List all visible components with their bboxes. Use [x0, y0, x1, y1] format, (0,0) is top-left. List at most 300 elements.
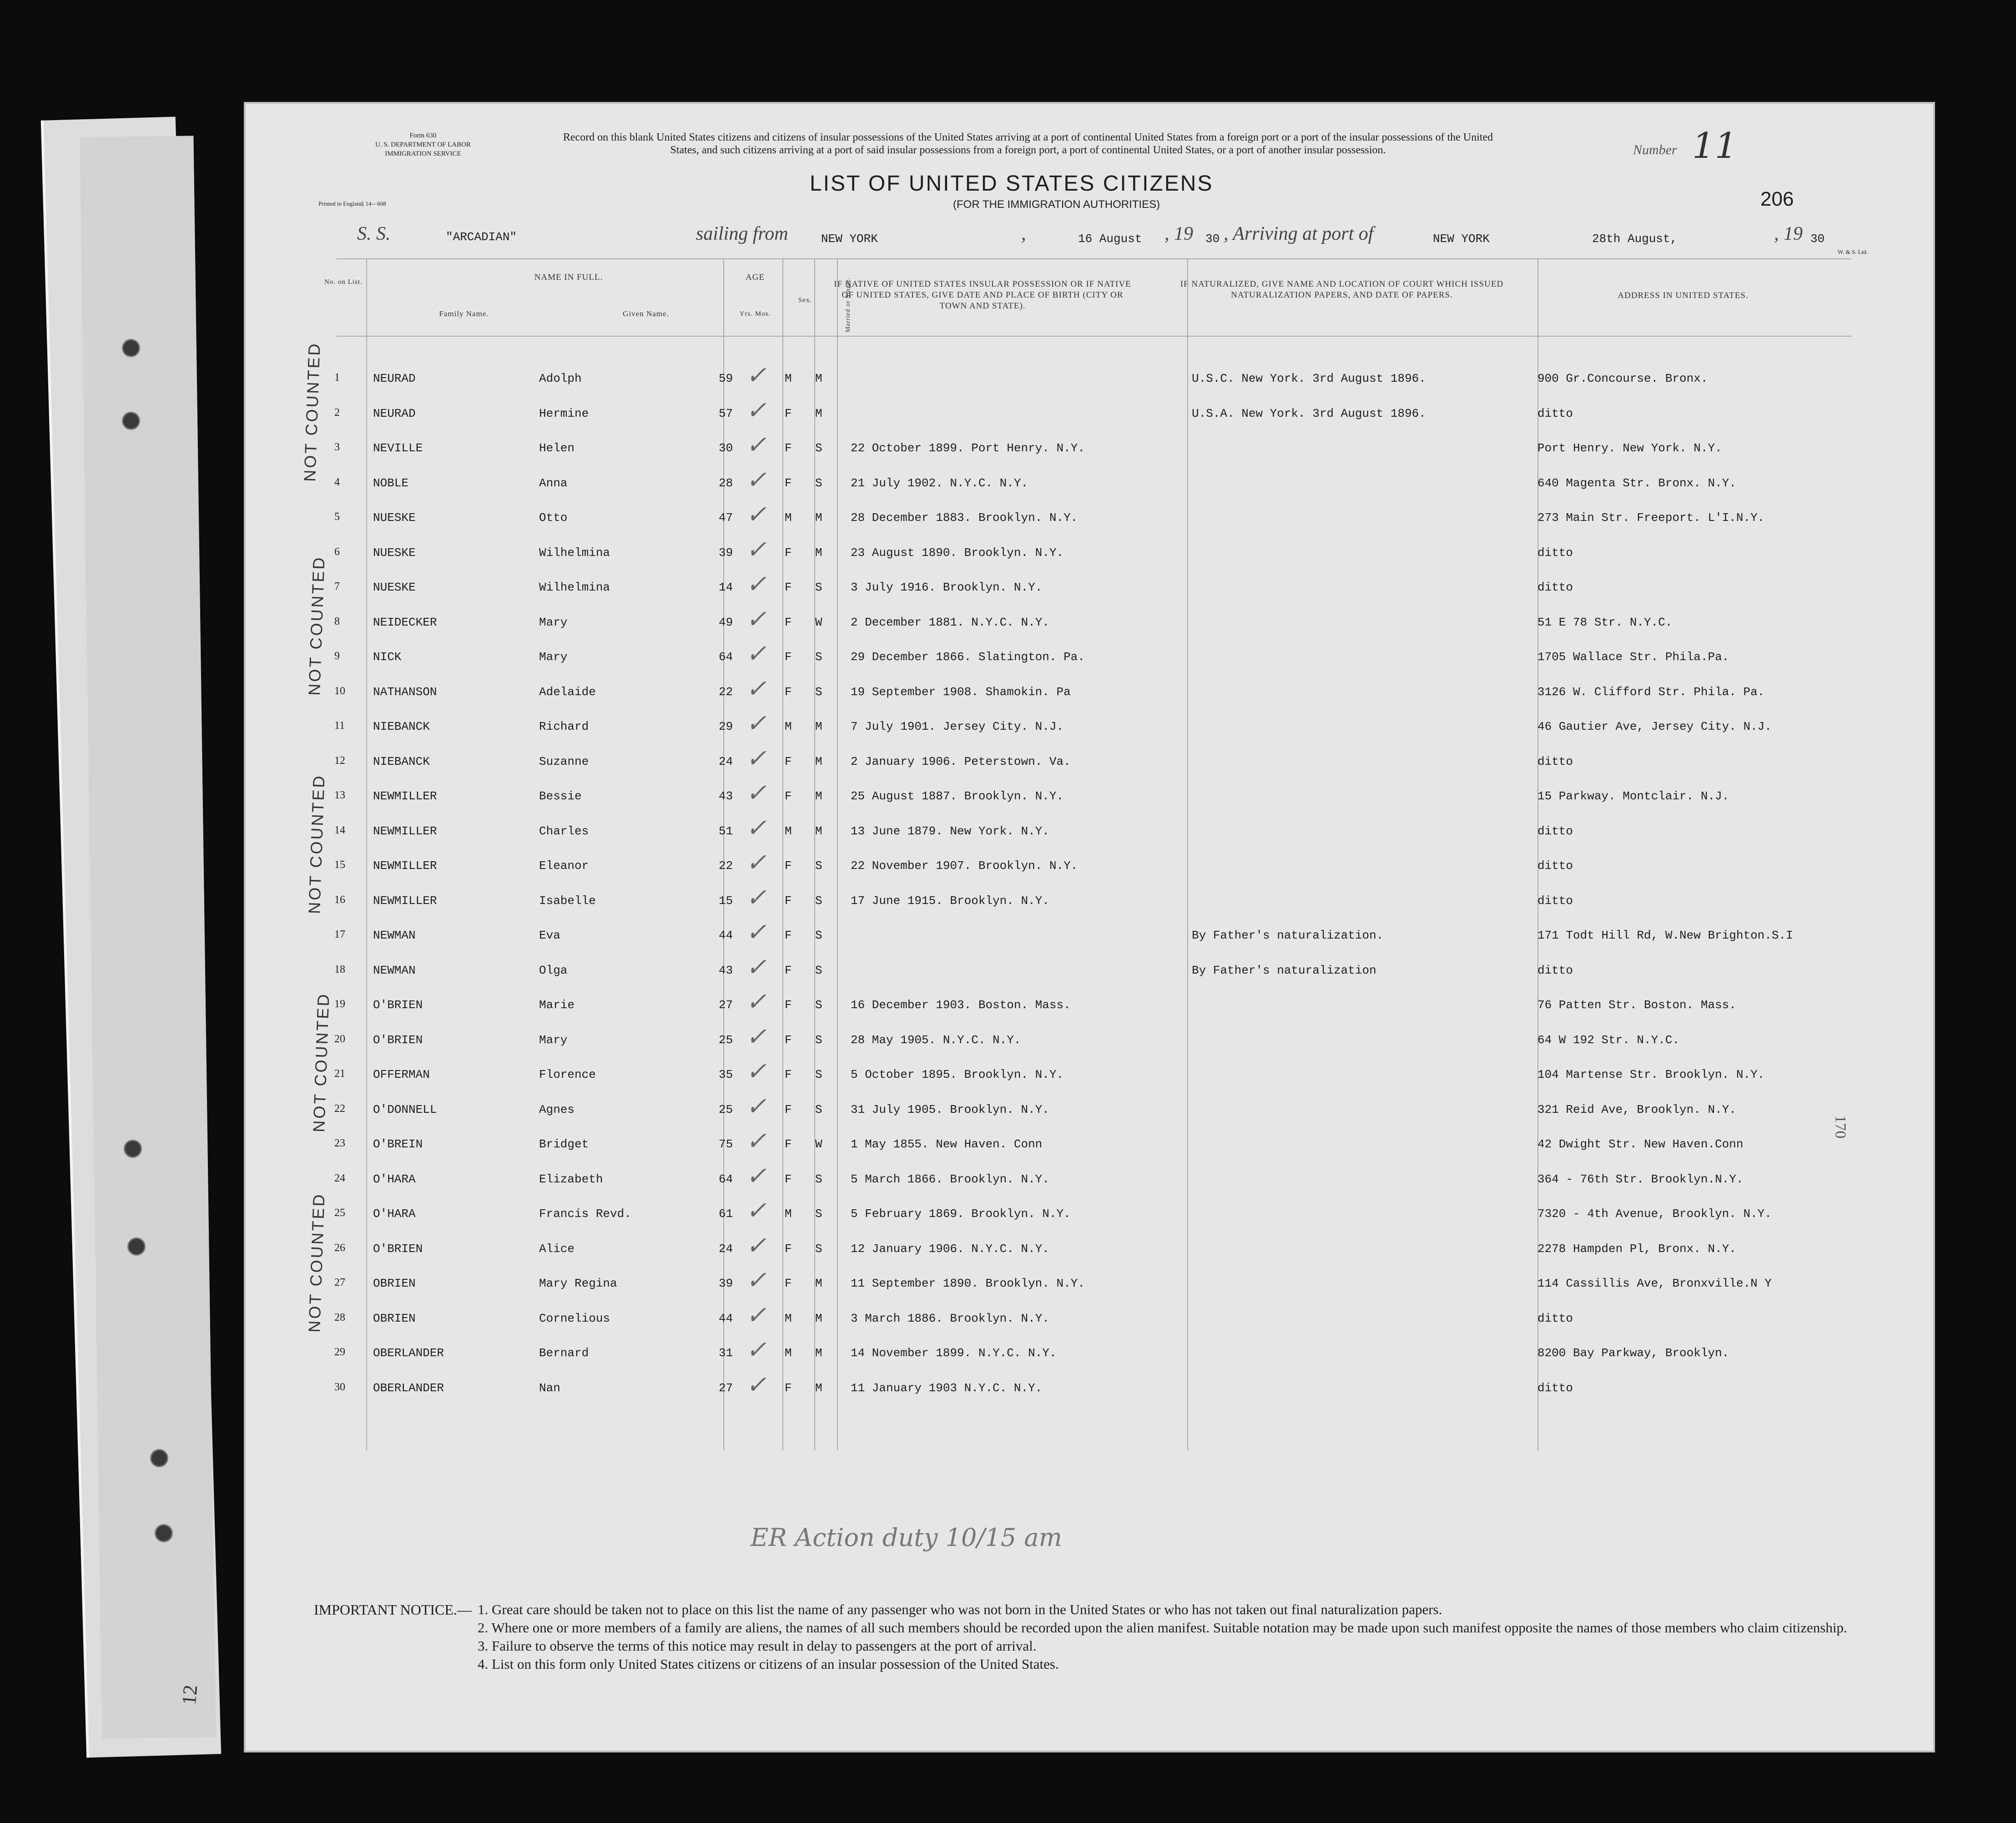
birth-info: 1 May 1855. New Haven. Conn: [851, 1137, 1043, 1151]
ss-label: S. S.: [357, 223, 391, 244]
marital-status: S: [815, 1172, 822, 1186]
family-name: NUESKE: [373, 545, 416, 560]
birth-info: 29 December 1866. Slatington. Pa.: [851, 650, 1085, 664]
table-row: [246, 365, 1933, 397]
table-row: [246, 505, 1933, 536]
check-mark: ✓: [746, 1268, 767, 1296]
family-name: OFFERMAN: [373, 1068, 430, 1081]
department: U. S. DEPARTMENT OF LABOR: [375, 141, 471, 148]
given-name: Otto: [539, 511, 568, 525]
age: 31: [719, 1346, 733, 1360]
row-number: 28: [334, 1311, 345, 1323]
col-no: No. on List.: [324, 278, 363, 286]
marital-status: M: [815, 406, 822, 420]
sex: F: [785, 1033, 792, 1047]
address: 8200 Bay Parkway, Brooklyn.: [1537, 1346, 1729, 1360]
col-family-name: Family Name.: [439, 309, 489, 318]
check-mark: ✓: [746, 1338, 767, 1366]
age: 44: [719, 929, 733, 942]
table-row: [246, 1270, 1933, 1302]
birth-info: 3 March 1886. Brooklyn. N.Y.: [851, 1311, 1049, 1325]
age: 43: [719, 789, 733, 803]
marital-status: S: [815, 581, 822, 594]
age: 64: [719, 650, 733, 664]
check-mark: ✓: [746, 746, 767, 774]
table-row: [246, 1096, 1933, 1128]
age: 75: [719, 1137, 733, 1151]
row-number: 15: [334, 859, 345, 871]
address: 64 W 192 Str. N.Y.C.: [1537, 1033, 1680, 1047]
notice-item: 3. Failure to observe the terms of this notice may result in delay to passengers at the port of arrival.: [478, 1638, 1037, 1654]
punch-hole: [155, 1524, 173, 1542]
form-info: [337, 131, 509, 158]
family-name: NEWMAN: [373, 929, 416, 942]
family-name: OBRIEN: [373, 1311, 416, 1325]
given-name: Wilhelmina: [539, 581, 610, 594]
family-name: O'HARA: [373, 1207, 416, 1221]
arrival-date: 28th August,: [1592, 232, 1678, 246]
given-name: Eva: [539, 929, 560, 942]
birth-info: 5 October 1895. Brooklyn. N.Y.: [851, 1068, 1064, 1081]
not-counted-stamp: NOT COUNTED: [309, 992, 333, 1133]
given-name: Bridget: [539, 1137, 589, 1151]
notice-heading: IMPORTANT NOTICE.—: [314, 1601, 472, 1618]
address: Port Henry. New York. N.Y.: [1537, 441, 1722, 455]
table-row: [246, 644, 1933, 676]
page-number: 206: [1760, 188, 1794, 210]
table-row: [246, 1166, 1933, 1198]
row-number: 9: [334, 650, 340, 662]
family-name: NEURAD: [373, 372, 416, 385]
check-mark: ✓: [746, 990, 767, 1018]
table-row: [246, 957, 1933, 989]
check-mark: ✓: [746, 433, 767, 461]
sex: F: [785, 1102, 792, 1116]
sex: F: [785, 650, 792, 664]
address: 104 Martense Str. Brooklyn. N.Y.: [1537, 1068, 1765, 1081]
sex: F: [785, 1068, 792, 1081]
given-name: Anna: [539, 476, 568, 490]
birth-info: 13 June 1879. New York. N.Y.: [851, 824, 1049, 838]
check-mark: ✓: [746, 468, 767, 496]
row-number: 27: [334, 1277, 345, 1288]
given-name: Eleanor: [539, 859, 589, 873]
family-name: NIEBANCK: [373, 754, 430, 768]
row-number: 16: [334, 894, 345, 906]
sex: M: [785, 1207, 792, 1221]
age: 43: [719, 963, 733, 977]
check-mark: ✓: [746, 1373, 767, 1401]
naturalization: U.S.A. New York. 3rd August 1896.: [1192, 406, 1426, 420]
row-number: 30: [334, 1381, 345, 1393]
check-mark: ✓: [746, 1233, 767, 1262]
address: 171 Todt Hill Rd, W.New Brighton.S.I: [1537, 929, 1793, 942]
notice-list: [478, 1601, 1910, 1673]
printed-note: Printed in England| 14—608: [318, 200, 386, 207]
family-name: NUESKE: [373, 581, 416, 594]
address: ditto: [1537, 1311, 1573, 1325]
check-mark: ✓: [746, 955, 767, 983]
table-row: [246, 1027, 1933, 1059]
col-native: IF NATIVE OF UNITED STATES INSULAR POSSESSION OR IF NATIVE OF UNITED STATES, GIVE DATE AND PLACE OF BIRTH (CITY OR TOWN AND STATE).: [834, 279, 1131, 311]
table-row: [246, 609, 1933, 641]
marital-status: S: [815, 685, 822, 699]
given-name: Richard: [539, 720, 589, 733]
check-mark: ✓: [746, 607, 767, 635]
check-mark: ✓: [746, 398, 767, 426]
marital-status: M: [815, 1381, 822, 1395]
table-row: [246, 1061, 1933, 1093]
sex: F: [785, 894, 792, 908]
address: ditto: [1537, 545, 1573, 560]
family-name: NEWMILLER: [373, 824, 437, 838]
sex: F: [785, 1381, 792, 1395]
age: 39: [719, 545, 733, 560]
family-name: NATHANSON: [373, 685, 437, 699]
age: 24: [719, 754, 733, 768]
address: ditto: [1537, 824, 1573, 838]
address: ditto: [1537, 406, 1573, 420]
address: 273 Main Str. Freeport. L'I.N.Y.: [1537, 511, 1765, 525]
address: ditto: [1537, 963, 1573, 977]
check-mark: ✓: [746, 920, 767, 948]
birth-info: 2 December 1881. N.Y.C. N.Y.: [851, 615, 1049, 629]
age: 44: [719, 1311, 733, 1325]
table-row: [246, 679, 1933, 711]
family-name: O'BRIEN: [373, 1033, 423, 1047]
notice-item: 4. List on this form only United States citizens or citizens of an insular possession of the United States.: [478, 1656, 1059, 1672]
check-mark: ✓: [746, 1129, 767, 1157]
age: 22: [719, 685, 733, 699]
table-row: [246, 574, 1933, 606]
to-port: NEW YORK: [1433, 232, 1490, 246]
sex: F: [785, 615, 792, 629]
table-row: [246, 1201, 1933, 1232]
address: 900 Gr.Concourse. Bronx.: [1537, 372, 1708, 385]
handwritten-note: ER Action duty 10/15 am: [751, 1523, 1062, 1552]
marital-status: M: [815, 545, 822, 560]
sex: M: [785, 372, 792, 385]
page-mark: 170: [1832, 1115, 1849, 1139]
address: 364 - 76th Str. Brooklyn.N.Y.: [1537, 1172, 1744, 1186]
given-name: Helen: [539, 441, 575, 455]
sex: F: [785, 581, 792, 594]
address: 1705 Wallace Str. Phila.Pa.: [1537, 650, 1729, 664]
birth-info: 25 August 1887. Brooklyn. N.Y.: [851, 789, 1064, 803]
marital-status: M: [815, 511, 822, 525]
given-name: Mary: [539, 615, 568, 629]
family-name: OBRIEN: [373, 1277, 416, 1290]
address: ditto: [1537, 859, 1573, 873]
family-name: NICK: [373, 650, 402, 664]
address: 114 Cassillis Ave, Bronxville.N Y: [1537, 1277, 1772, 1290]
not-counted-stamp: NOT COUNTED: [305, 773, 328, 914]
table-header-border: [337, 336, 1851, 337]
marital-status: M: [815, 1346, 822, 1360]
given-name: Alice: [539, 1242, 575, 1256]
family-name: O'HARA: [373, 1172, 416, 1186]
age: 61: [719, 1207, 733, 1221]
family-name: O'DONNELL: [373, 1102, 437, 1116]
col-given-name: Given Name.: [623, 309, 669, 318]
not-counted-stamp: NOT COUNTED: [300, 341, 324, 482]
check-mark: ✓: [746, 885, 767, 914]
row-number: 26: [334, 1242, 345, 1254]
marital-status: S: [815, 476, 822, 490]
check-mark: ✓: [746, 572, 767, 600]
family-name: O'BRIEN: [373, 998, 423, 1012]
birth-info: 22 October 1899. Port Henry. N.Y.: [851, 441, 1085, 455]
table-row: [246, 1340, 1933, 1372]
given-name: Florence: [539, 1068, 596, 1081]
birth-info: 11 September 1890. Brooklyn. N.Y.: [851, 1277, 1085, 1290]
row-number: 14: [334, 824, 345, 836]
check-mark: ✓: [746, 1060, 767, 1087]
number-label: Number: [1633, 142, 1677, 157]
row-number: 29: [334, 1346, 345, 1358]
address: 640 Magenta Str. Bronx. N.Y.: [1537, 476, 1736, 490]
sailing-label: sailing from: [696, 223, 788, 244]
arriving-label: , Arriving at port of: [1224, 223, 1374, 244]
address: 321 Reid Ave, Brooklyn. N.Y.: [1537, 1102, 1736, 1116]
punch-hole: [122, 412, 140, 430]
row-number: 25: [334, 1207, 345, 1219]
age: 29: [719, 720, 733, 733]
given-name: Bessie: [539, 789, 582, 803]
punch-hole: [124, 1140, 142, 1158]
age: 47: [719, 511, 733, 525]
birth-info: 2 January 1906. Peterstown. Va.: [851, 754, 1071, 768]
check-mark: ✓: [746, 712, 767, 739]
comma: ,: [1021, 223, 1026, 244]
form-number: Form 630: [409, 132, 437, 139]
col-name-in-full: NAME IN FULL.: [534, 273, 603, 282]
sex: M: [785, 511, 792, 525]
age: 59: [719, 372, 733, 385]
naturalization: By Father's naturalization: [1192, 963, 1376, 977]
family-name: NEWMILLER: [373, 859, 437, 873]
manifest-sheet: [246, 104, 1933, 1751]
given-name: Isabelle: [539, 894, 596, 908]
birth-info: 14 November 1899. N.Y.C. N.Y.: [851, 1346, 1057, 1360]
address: 2278 Hampden Pl, Bronx. N.Y.: [1537, 1242, 1736, 1256]
sex: M: [785, 720, 792, 733]
family-name: NUESKE: [373, 511, 416, 525]
given-name: Olga: [539, 963, 568, 977]
notice-item: 2. Where one or more members of a family are aliens, the names of all such members should be recorded upon the alien manifest. Suitable notation may be made upon such manifest opposite the names of those members who claim citizenship.: [478, 1620, 1847, 1636]
table-row: [246, 713, 1933, 745]
age: 27: [719, 998, 733, 1012]
given-name: Charles: [539, 824, 589, 838]
check-mark: ✓: [746, 816, 767, 844]
family-name: O'BRIEN: [373, 1242, 423, 1256]
table-row: [246, 1375, 1933, 1407]
check-mark: ✓: [746, 1025, 767, 1053]
given-name: Marie: [539, 998, 575, 1012]
col-address: ADDRESS IN UNITED STATES.: [1618, 291, 1749, 300]
row-number: 23: [334, 1137, 345, 1149]
ship-name: "ARCADIAN": [446, 230, 517, 244]
row-number: 22: [334, 1102, 345, 1115]
marital-status: S: [815, 441, 822, 455]
marital-status: S: [815, 1068, 822, 1081]
punch-hole: [122, 339, 140, 357]
sex: F: [785, 963, 792, 977]
birth-info: 23 August 1890. Brooklyn. N.Y.: [851, 545, 1064, 560]
service: IMMIGRATION SERVICE: [385, 150, 461, 157]
sex: F: [785, 441, 792, 455]
row-number: 19: [334, 998, 345, 1010]
address: 3126 W. Clifford Str. Phila. Pa.: [1537, 685, 1765, 699]
sex: F: [785, 476, 792, 490]
check-mark: ✓: [746, 781, 767, 809]
row-number: 13: [334, 789, 345, 801]
naturalization: U.S.C. New York. 3rd August 1896.: [1192, 372, 1426, 385]
punch-hole: [127, 1237, 146, 1256]
birth-info: 3 July 1916. Brooklyn. N.Y.: [851, 581, 1043, 594]
birth-info: 7 July 1901. Jersey City. N.J.: [851, 720, 1064, 733]
marital-status: S: [815, 894, 822, 908]
sex: F: [785, 1277, 792, 1290]
table-row: [246, 1305, 1933, 1337]
not-counted-stamp: NOT COUNTED: [305, 1192, 328, 1333]
age: 35: [719, 1068, 733, 1081]
family-name: OBERLANDER: [373, 1346, 444, 1360]
table-row: [246, 922, 1933, 954]
col-yrs-mos: Yrs. Mos.: [739, 310, 771, 318]
family-name: NEVILLE: [373, 441, 423, 455]
given-name: Wilhelmina: [539, 545, 610, 560]
age: 25: [719, 1102, 733, 1116]
printer-mark: W. & S. Ltd.: [1838, 248, 1868, 255]
table-row: [246, 400, 1933, 432]
page-stack-inner: [80, 136, 216, 1738]
table-row: [246, 885, 1933, 919]
age: 49: [719, 615, 733, 629]
marital-status: W: [815, 615, 822, 629]
age: 28: [719, 476, 733, 490]
marital-status: M: [815, 754, 822, 768]
family-name: NEWMILLER: [373, 789, 437, 803]
address: ditto: [1537, 754, 1573, 768]
address: ditto: [1537, 581, 1573, 594]
marital-status: S: [815, 1242, 822, 1256]
col-naturalized: IF NATURALIZED, GIVE NAME AND LOCATION OF COURT WHICH ISSUED NATURALIZATION PAPERS, AND DATE OF PAPERS.: [1180, 279, 1504, 300]
given-name: Elizabeth: [539, 1172, 603, 1186]
row-number: 6: [334, 545, 340, 558]
given-name: Adolph: [539, 372, 582, 385]
age: 64: [719, 1172, 733, 1186]
age: 15: [719, 894, 733, 908]
given-name: Bernard: [539, 1346, 589, 1360]
sex: M: [785, 1346, 792, 1360]
birth-info: 22 November 1907. Brooklyn. N.Y.: [851, 859, 1078, 873]
check-mark: ✓: [746, 851, 767, 879]
family-name: O'BREIN: [373, 1137, 423, 1151]
birth-info: 19 September 1908. Shamokin. Pa: [851, 685, 1071, 699]
marital-status: W: [815, 1137, 822, 1151]
marital-status: M: [815, 789, 822, 803]
birth-info: 28 December 1883. Brooklyn. N.Y.: [851, 511, 1078, 525]
address: ditto: [1537, 894, 1573, 908]
age: 22: [719, 859, 733, 873]
given-name: Suzanne: [539, 754, 589, 768]
row-number: 10: [334, 685, 345, 697]
table-row: [246, 435, 1933, 467]
birth-info: 5 March 1866. Brooklyn. N.Y.: [851, 1172, 1049, 1186]
family-name: NEURAD: [373, 406, 416, 420]
naturalization: By Father's naturalization.: [1192, 929, 1384, 942]
birth-info: 21 July 1902. N.Y.C. N.Y.: [851, 476, 1028, 490]
table-row: [246, 748, 1933, 780]
sex: F: [785, 929, 792, 942]
given-name: Nan: [539, 1381, 560, 1395]
address: 46 Gautier Ave, Jersey City. N.J.: [1537, 720, 1772, 733]
row-number: 8: [334, 615, 340, 627]
birth-info: 12 January 1906. N.Y.C. N.Y.: [851, 1242, 1049, 1256]
sex: F: [785, 859, 792, 873]
sex: F: [785, 789, 792, 803]
birth-info: 17 June 1915. Brooklyn. N.Y.: [851, 894, 1049, 908]
family-name: NOBLE: [373, 476, 409, 490]
side-mark: 12: [177, 1684, 202, 1706]
col-sex: Sex.: [798, 297, 812, 304]
address: ditto: [1537, 1381, 1573, 1395]
check-mark: ✓: [746, 1199, 767, 1227]
row-number: 7: [334, 581, 340, 592]
birth-info: 5 February 1869. Brooklyn. N.Y.: [851, 1207, 1071, 1221]
row-number: 17: [334, 929, 345, 940]
row-number: 5: [334, 511, 340, 523]
table-row: [246, 470, 1933, 502]
family-name: NEWMILLER: [373, 894, 437, 908]
age: 27: [719, 1381, 733, 1395]
given-name: Agnes: [539, 1102, 575, 1116]
marital-status: M: [815, 1277, 822, 1290]
given-name: Adelaide: [539, 685, 596, 699]
address: 51 E 78 Str. N.Y.C.: [1537, 615, 1673, 629]
table-row: [246, 818, 1933, 850]
marital-status: M: [815, 720, 822, 733]
marital-status: S: [815, 963, 822, 977]
given-name: Mary Regina: [539, 1277, 617, 1290]
record-instructions: Record on this blank United States citizens and citizens of insular possessions of the United States arriving at a port of continental United States from a foreign port or a port of the insular possessions of the United States, and such citizens arriving at a port of said insular possessions from a foreign port, a port of continental United States, or a port of another insular possession.: [563, 131, 1493, 156]
year-prefix: , 19: [1164, 223, 1193, 244]
marital-status: S: [815, 650, 822, 664]
punch-hole: [150, 1449, 168, 1467]
marital-status: S: [815, 998, 822, 1012]
table-row: [246, 1131, 1933, 1163]
table-row: [246, 1233, 1933, 1268]
sex: M: [785, 824, 792, 838]
marital-status: S: [815, 1207, 822, 1221]
marital-status: S: [815, 929, 822, 942]
row-number: 12: [334, 754, 345, 767]
row-number: 11: [334, 720, 345, 732]
birth-info: 11 January 1903 N.Y.C. N.Y.: [851, 1381, 1043, 1395]
number-value: 11: [1692, 126, 1738, 167]
row-number: 24: [334, 1172, 345, 1184]
check-mark: ✓: [746, 677, 767, 705]
given-name: Hermine: [539, 406, 589, 420]
sex: F: [785, 1137, 792, 1151]
address: 42 Dwight Str. New Haven.Conn: [1537, 1137, 1744, 1151]
age: 39: [719, 1277, 733, 1290]
check-mark: ✓: [746, 503, 767, 530]
check-mark: ✓: [746, 364, 767, 391]
row-number: 4: [334, 476, 340, 488]
age: 25: [719, 1033, 733, 1047]
